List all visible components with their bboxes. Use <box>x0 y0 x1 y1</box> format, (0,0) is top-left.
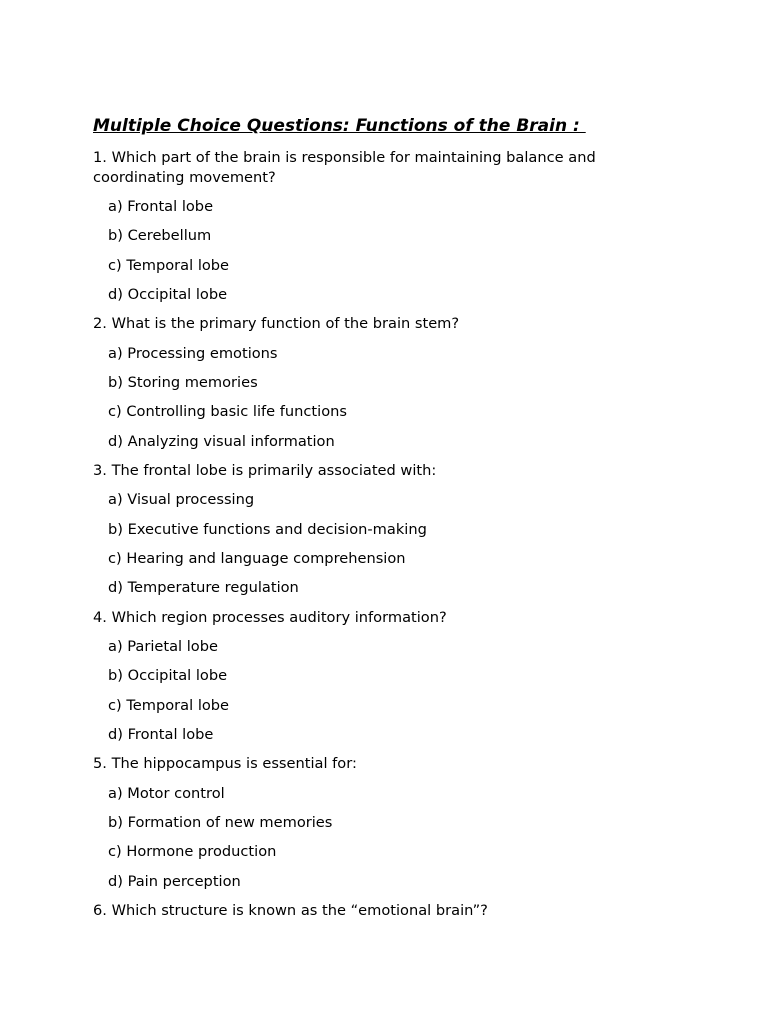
document-title: Multiple Choice Questions: Functions of the Brain : <box>93 116 586 136</box>
question-4-option-d: d) Frontal lobe <box>108 725 214 743</box>
question-block-3 <box>93 461 653 598</box>
question-4-option-a: a) Parietal lobe <box>108 638 218 656</box>
question-5-option-a: a) Motor control <box>108 784 225 802</box>
question-1-option-b: b) Cerebellum <box>108 227 212 245</box>
question-3-option-b: b) Executive functions and decision-making <box>108 520 427 538</box>
question-1-option-c: c) Temporal lobe <box>108 256 230 274</box>
question-5-option-d: d) Pain perception <box>108 872 241 890</box>
question-block-4 <box>93 608 653 745</box>
question-block-2 <box>93 314 653 451</box>
question-block-5 <box>93 754 653 891</box>
document-page <box>93 114 653 930</box>
question-1-text: 1. Which part of the brain is responsible for maintaining balance and coordinating movement? <box>93 149 596 186</box>
question-5-text: 5. The hippocampus is essential for: <box>93 755 357 773</box>
question-3-option-d: d) Temperature regulation <box>108 579 299 597</box>
question-5-option-b: b) Formation of new memories <box>108 814 333 832</box>
question-2-option-a: a) Processing emotions <box>108 344 278 362</box>
question-2-option-b: b) Storing memories <box>108 373 258 391</box>
question-5-option-c: c) Hormone production <box>108 843 277 861</box>
question-2-option-d: d) Analyzing visual information <box>108 432 335 450</box>
question-block-1 <box>93 148 653 304</box>
question-4-text: 4. Which region processes auditory information? <box>93 608 447 626</box>
question-3-option-c: c) Hearing and language comprehension <box>108 549 406 567</box>
question-1-option-d: d) Occipital lobe <box>108 285 228 303</box>
question-3-text: 3. The frontal lobe is primarily associated with: <box>93 461 437 479</box>
question-2-option-c: c) Controlling basic life functions <box>108 403 347 421</box>
question-4-option-b: b) Occipital lobe <box>108 667 228 685</box>
question-6-text: 6. Which structure is known as the “emotional brain”? <box>93 901 488 919</box>
question-3-option-a: a) Visual processing <box>108 491 255 509</box>
question-block-6 <box>93 901 653 921</box>
question-1-option-a: a) Frontal lobe <box>108 198 214 215</box>
question-2-text: 2. What is the primary function of the brain stem? <box>93 315 460 333</box>
question-4-option-c: c) Temporal lobe <box>108 696 230 714</box>
